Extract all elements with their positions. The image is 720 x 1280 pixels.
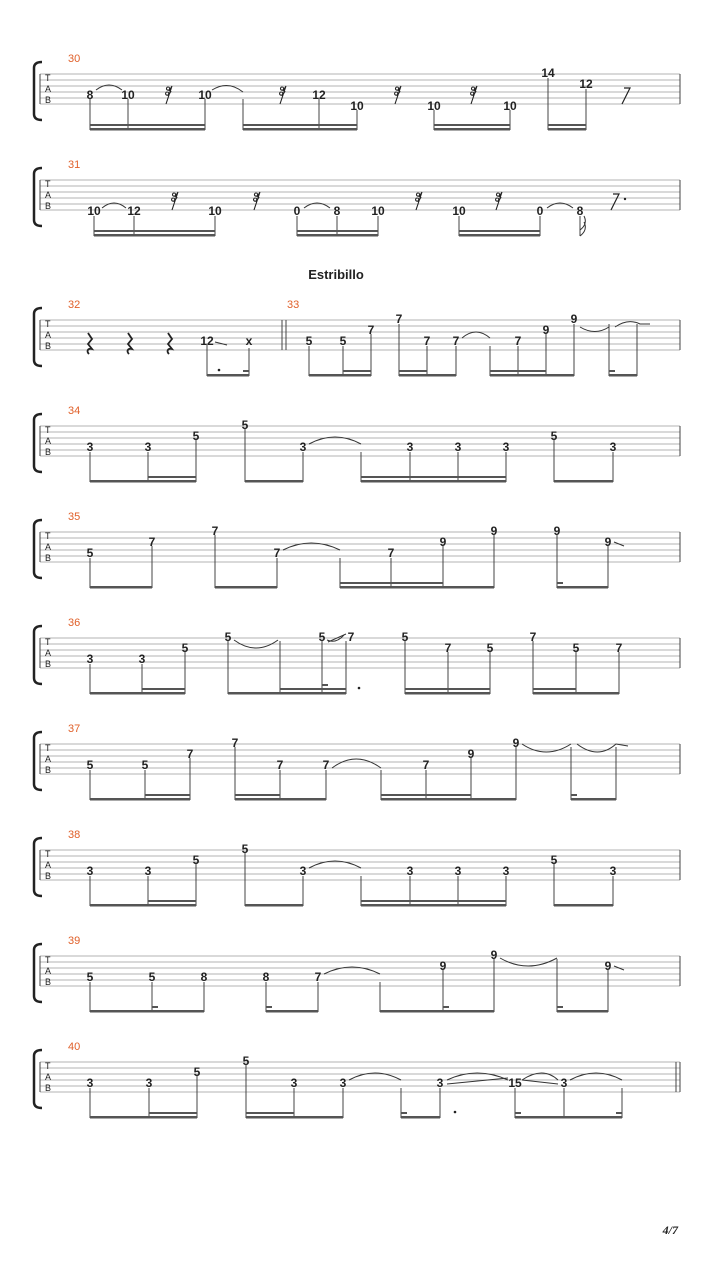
tab-clef-a: A — [45, 436, 52, 446]
fret-number: 5 — [486, 641, 494, 655]
fret-numbers — [87, 204, 583, 218]
fret-number: 9 — [542, 323, 550, 337]
fret-number: 3 — [299, 864, 307, 878]
fret-number: 3 — [454, 864, 462, 878]
system-bracket — [34, 626, 42, 684]
system-10 — [34, 1041, 680, 1119]
fret-number: 8 — [262, 970, 270, 984]
tab-clef-b: B — [45, 1083, 52, 1093]
fret-number: 5 — [86, 758, 94, 772]
ties — [349, 1073, 622, 1084]
fret-number: 5 — [572, 641, 580, 655]
fret-number: 7 — [444, 641, 452, 655]
tab-clef-t: T — [45, 849, 51, 859]
fret-number: 7 — [314, 970, 322, 984]
system-bracket — [34, 414, 42, 472]
bar-number: 38 — [68, 829, 81, 841]
dotted-eighth-rest — [611, 194, 619, 210]
system-bracket — [34, 308, 42, 366]
beams — [90, 124, 586, 131]
staff-lines — [40, 850, 680, 880]
fret-numbers — [87, 524, 612, 560]
bar-number: 33 — [287, 299, 300, 311]
fret-number: 7 — [276, 758, 284, 772]
fret-number: 5 — [86, 970, 94, 984]
system-bracket — [34, 732, 42, 790]
fret-number: 7 — [148, 535, 156, 549]
fret-number: 7 — [273, 546, 281, 560]
fret-number: 10 — [350, 99, 364, 113]
tab-clef-b: B — [45, 871, 52, 881]
fret-number: 9 — [512, 736, 520, 750]
bar-number: 40 — [68, 1041, 81, 1053]
fret-number: 9 — [490, 524, 498, 538]
tab-clef-b: B — [45, 765, 52, 775]
fret-number: 5 — [241, 418, 249, 432]
fret-number: 5 — [339, 334, 347, 348]
fret-number: 8 — [576, 204, 584, 218]
fret-number: 5 — [305, 334, 313, 348]
fret-number: 7 — [387, 546, 395, 560]
tab-clef-b: B — [45, 659, 52, 669]
fret-number: 8 — [200, 970, 208, 984]
fret-number: 5 — [401, 630, 409, 644]
tab-clef-a: A — [45, 84, 52, 94]
bar-number: 32 — [68, 299, 81, 311]
page-number: 4/7 — [662, 1223, 678, 1237]
fret-number: 8 — [333, 204, 341, 218]
staff-lines — [40, 320, 680, 350]
fret-number: 8 — [86, 88, 94, 102]
fret-number: 12 — [312, 88, 326, 102]
fret-numbers — [87, 1054, 568, 1090]
rests — [88, 333, 172, 354]
tab-clef-t: T — [45, 1061, 51, 1071]
fret-number: 7 — [367, 323, 375, 337]
fret-number: 7 — [322, 758, 330, 772]
tab-clef-b: B — [45, 977, 52, 987]
rest-dot — [624, 198, 626, 200]
eighth-rest — [622, 88, 630, 104]
tab-clef-b: B — [45, 553, 52, 563]
fret-number: 3 — [144, 864, 152, 878]
fret-number: 12 — [579, 77, 593, 91]
ties — [215, 322, 650, 345]
fret-number: 3 — [502, 440, 510, 454]
system-8 — [34, 829, 680, 907]
fret-numbers — [87, 736, 520, 772]
stems — [90, 747, 616, 800]
staff-lines — [40, 638, 680, 668]
fret-number: 5 — [550, 853, 558, 867]
fret-number: 3 — [86, 1076, 94, 1090]
fret-number: 5 — [192, 429, 200, 443]
fret-number: 3 — [454, 440, 462, 454]
system-bracket — [34, 838, 42, 896]
fret-number: 3 — [138, 652, 146, 666]
fret-number: 7 — [395, 312, 403, 326]
bar-number: 36 — [68, 617, 81, 629]
system-9 — [34, 935, 680, 1013]
tab-clef-a: A — [45, 966, 52, 976]
fret-number: 9 — [467, 747, 475, 761]
fret-number: 7 — [514, 334, 522, 348]
system-5 — [34, 511, 680, 589]
fret-numbers — [200, 312, 577, 348]
fret-number: 3 — [609, 864, 617, 878]
tab-clef-a: A — [45, 330, 52, 340]
tab-clef-b: B — [45, 95, 52, 105]
bar-number: 30 — [68, 53, 81, 65]
fret-number: 9 — [439, 535, 447, 549]
beams — [90, 684, 619, 695]
ties — [283, 542, 624, 550]
section-label: Estribillo — [308, 267, 364, 282]
fret-number: 0 — [293, 204, 301, 218]
system-bracket — [34, 62, 42, 120]
tab-clef-t: T — [45, 73, 51, 83]
tab-clef-t: T — [45, 743, 51, 753]
tab-clef-b: B — [45, 201, 52, 211]
tab-clef-a: A — [45, 648, 52, 658]
fret-number: 10 — [371, 204, 385, 218]
fret-number: 5 — [141, 758, 149, 772]
fret-number: 3 — [609, 440, 617, 454]
fret-number: 3 — [299, 440, 307, 454]
fret-number: 3 — [86, 864, 94, 878]
system-3 — [34, 299, 680, 377]
fret-number: x — [245, 334, 253, 348]
fret-number: 3 — [144, 440, 152, 454]
fret-number: 9 — [490, 948, 498, 962]
fret-number: 3 — [86, 440, 94, 454]
fret-numbers — [87, 842, 617, 878]
bar-number: 37 — [68, 723, 81, 735]
fret-number: 10 — [503, 99, 517, 113]
fret-number: 10 — [87, 204, 101, 218]
system-bracket — [34, 168, 42, 226]
system-6 — [34, 617, 680, 695]
stems — [90, 853, 613, 906]
system-bracket — [34, 520, 42, 578]
beams — [90, 900, 613, 907]
fret-number: 7 — [231, 736, 239, 750]
fret-number: 3 — [436, 1076, 444, 1090]
fret-number: 7 — [529, 630, 537, 644]
fret-number: 3 — [502, 864, 510, 878]
fret-number: 10 — [121, 88, 135, 102]
fret-number: 5 — [148, 970, 156, 984]
tab-clef-b: B — [45, 447, 52, 457]
system-7 — [34, 723, 680, 801]
fret-number: 9 — [604, 959, 612, 973]
fret-number: 3 — [406, 440, 414, 454]
tab-clef-t: T — [45, 531, 51, 541]
fret-numbers — [87, 66, 593, 113]
tab-clef-t: T — [45, 637, 51, 647]
fret-number: 3 — [406, 864, 414, 878]
fret-number: 10 — [198, 88, 212, 102]
fret-number: 7 — [347, 630, 355, 644]
tab-clef-t: T — [45, 955, 51, 965]
bar-number: 31 — [68, 159, 81, 171]
system-bracket — [34, 1050, 42, 1108]
tab-clef-b: B — [45, 341, 52, 351]
fret-number: 5 — [181, 641, 189, 655]
fret-numbers — [87, 418, 617, 454]
fret-number: 7 — [423, 334, 431, 348]
beams — [90, 1006, 608, 1013]
fret-number: 0 — [536, 204, 544, 218]
staff-lines — [40, 956, 680, 986]
beams — [207, 370, 637, 377]
fret-number: 3 — [339, 1076, 347, 1090]
fret-number: 3 — [290, 1076, 298, 1090]
fret-number: 5 — [550, 429, 558, 443]
stems — [90, 535, 608, 588]
fret-number: 7 — [615, 641, 623, 655]
fret-number: 5 — [242, 1054, 250, 1068]
staff-lines — [40, 1062, 680, 1092]
fret-number: 9 — [604, 535, 612, 549]
stems — [90, 429, 613, 482]
system-4 — [34, 405, 680, 483]
fret-number: 3 — [86, 652, 94, 666]
tab-clef-a: A — [45, 754, 52, 764]
stems — [90, 641, 619, 694]
fret-number: 7 — [211, 524, 219, 538]
fret-number: 5 — [224, 630, 232, 644]
fret-number: 10 — [427, 99, 441, 113]
stems — [94, 216, 580, 236]
ties — [234, 634, 346, 648]
fret-number: 5 — [193, 1065, 201, 1079]
system-2 — [34, 159, 680, 237]
system-bracket — [34, 944, 42, 1002]
staff-lines — [40, 426, 680, 456]
fret-number: 12 — [200, 334, 214, 348]
fret-number: 9 — [439, 959, 447, 973]
tab-clef-t: T — [45, 319, 51, 329]
ties — [324, 958, 624, 974]
tab-clef-a: A — [45, 860, 52, 870]
fret-numbers — [87, 630, 623, 666]
bar-number: 39 — [68, 935, 81, 947]
beams — [90, 794, 616, 801]
fret-number: 7 — [452, 334, 460, 348]
staff-lines — [40, 532, 680, 562]
bar-number: 34 — [68, 405, 81, 417]
tab-clef-t: T — [45, 179, 51, 189]
fret-number: 3 — [560, 1076, 568, 1090]
fret-number: 7 — [186, 747, 194, 761]
fret-number: 14 — [541, 66, 555, 80]
bar-number: 35 — [68, 511, 81, 523]
flag-note — [580, 216, 585, 236]
beams — [94, 230, 540, 237]
tab-clef-t: T — [45, 425, 51, 435]
fret-number: 3 — [145, 1076, 153, 1090]
beams — [90, 582, 608, 589]
fret-number: 10 — [452, 204, 466, 218]
fret-number: 9 — [570, 312, 578, 326]
fret-number: 9 — [553, 524, 561, 538]
fret-number: 10 — [208, 204, 222, 218]
tab-clef-a: A — [45, 542, 52, 552]
fret-number: 7 — [422, 758, 430, 772]
fret-number: 5 — [192, 853, 200, 867]
fret-number: 12 — [127, 204, 141, 218]
beams — [90, 476, 613, 483]
fret-number: 15 — [508, 1076, 522, 1090]
fret-number: 5 — [86, 546, 94, 560]
tab-clef-a: A — [45, 1072, 52, 1082]
fret-number: 5 — [241, 842, 249, 856]
fret-number: 5 — [318, 630, 326, 644]
tab-clef-a: A — [45, 190, 52, 200]
system-1 — [34, 53, 680, 131]
beams — [90, 1112, 622, 1119]
